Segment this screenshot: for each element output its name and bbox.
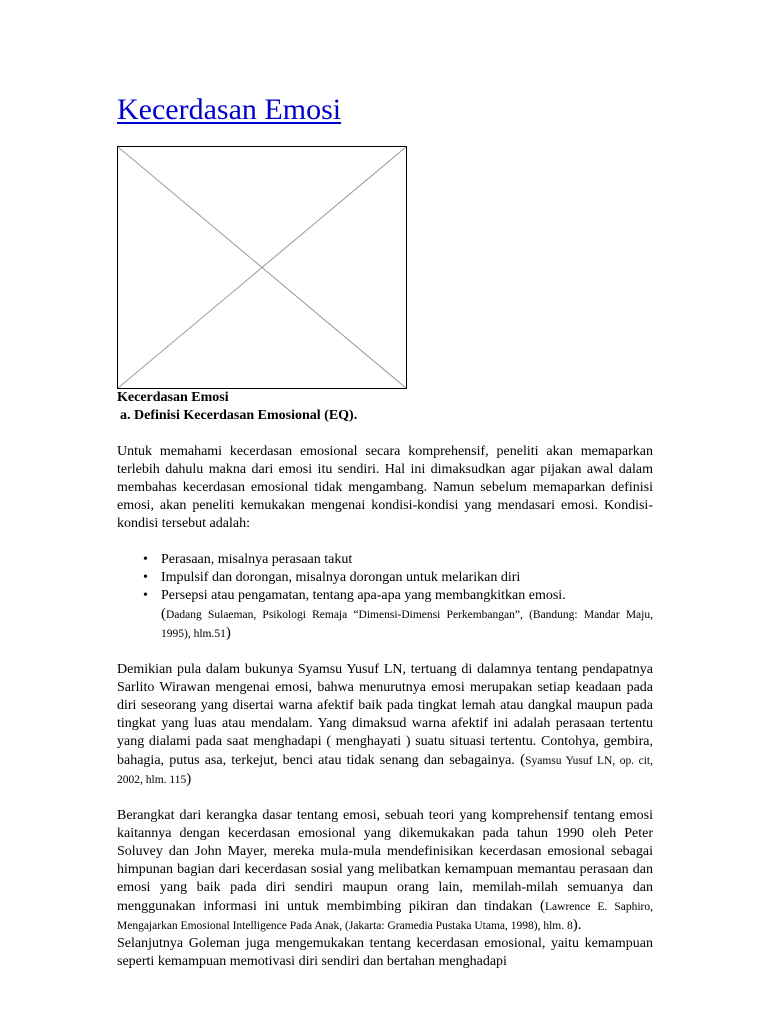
citation-paren-open: ( — [161, 606, 166, 622]
section-subheading: a. Definisi Kecerdasan Emosional (EQ). — [120, 408, 358, 423]
list-item — [161, 587, 653, 643]
citation-paren-close: ). — [572, 917, 582, 933]
citation-paren-open: ( — [540, 898, 546, 914]
citation-paren-close: ) — [225, 625, 231, 641]
citation-paren-close: ) — [186, 771, 192, 787]
conditions-list — [117, 551, 653, 643]
paragraph-text: Demikian pula dalam bukunya Syamsu Yusuf LN, tertuang di dalamnya tentang pendapatnya Sarlito Wirawan mengenai emosi, bahwa menurutnya emosi merupakan setiap keadaan pada diri seseorang yang disertai warna afektif baik pada tingkat lemah atau dangkal maupun pada tingkat yang luas atau mendalam. Yang dimaksud warna afektif ini adalah perasaan tertentu yang dialami pada saat menghadapi ( menghayati ) suatu situasi tertentu. Contohya, gembira, bahagia, putus asa, terkejut, benci atau tidak senang dan sebagainya. — [117, 662, 653, 768]
article-body — [117, 389, 653, 971]
image-placeholder — [117, 146, 407, 389]
broken-image-icon — [117, 146, 407, 389]
paragraph-2 — [117, 661, 653, 789]
list-item: • Perasaan, misalnya perasaan takut — [161, 551, 653, 569]
citation-paren-open: ( — [520, 752, 526, 768]
list-item: • Impulsif dan dorongan, misalnya dorongan untuk melarikan diri — [161, 569, 653, 587]
citation: Syamsu Yusuf LN, op. cit, 2002, hlm. 115 — [117, 755, 653, 786]
list-item-text: Persepsi atau pengamatan, tentang apa-apa yang membangkitkan emosi. — [161, 588, 566, 603]
paragraph-text: Berangkat dari kerangka dasar tentang emosi, sebuah teori yang komprehensif tentang emosi kaitannya dengan kecerdasan emosional yang dikemukakan pada tahun 1990 oleh Peter Soluvey dan John Mayer, mereka mula-mula mendefinisikan kecerdasan emosional sebagai himpunan bagian dari kecerdasan sosial yang melibatkan kemampuan memantau perasaan dan emosi yang baik pada diri sendiri maupun orang lain, memilah-milah semuanya dan menggunakan informasi ini untuk membimbing pikiran dan tindakan — [117, 808, 653, 914]
citation: Dadang Sulaeman, Psikologi Remaja “Dimensi-Dimensi Perkembangan”, (Bandung: Mandar Maju, 1995), hlm.51 — [161, 609, 653, 640]
citation: Lawrence E. Saphiro, Mengajarkan Emosional Intelligence Pada Anak, (Jakarta: Gramedia Pustaka Utama, 1998), hlm. 8 — [117, 901, 653, 932]
page-title[interactable]: Kecerdasan Emosi — [117, 93, 342, 126]
image-caption: Kecerdasan Emosi — [117, 390, 229, 405]
paragraph-4: Selanjutnya Goleman juga mengemukakan tentang kecerdasan emosional, yaitu kemampuan seperti kemampuan memotivasi diri sendiri dan bertahan menghadapi — [117, 936, 653, 969]
paragraph-1: Untuk memahami kecerdasan emosional secara komprehensif, peneliti akan memaparkan terlebih dahulu makna dari emosi itu sendiri. Hal ini dimaksudkan agar pijakan awal dalam membahas kecerdasan emosional tidak mengambang. Namun sebelum memaparkan definisi emosi, akan peneliti kemukakan mengenai kondisi-kondisi yang mendasari emosi. Kondisi-kondisi tersebut adalah: — [117, 444, 653, 531]
paragraph-3 — [117, 807, 653, 935]
